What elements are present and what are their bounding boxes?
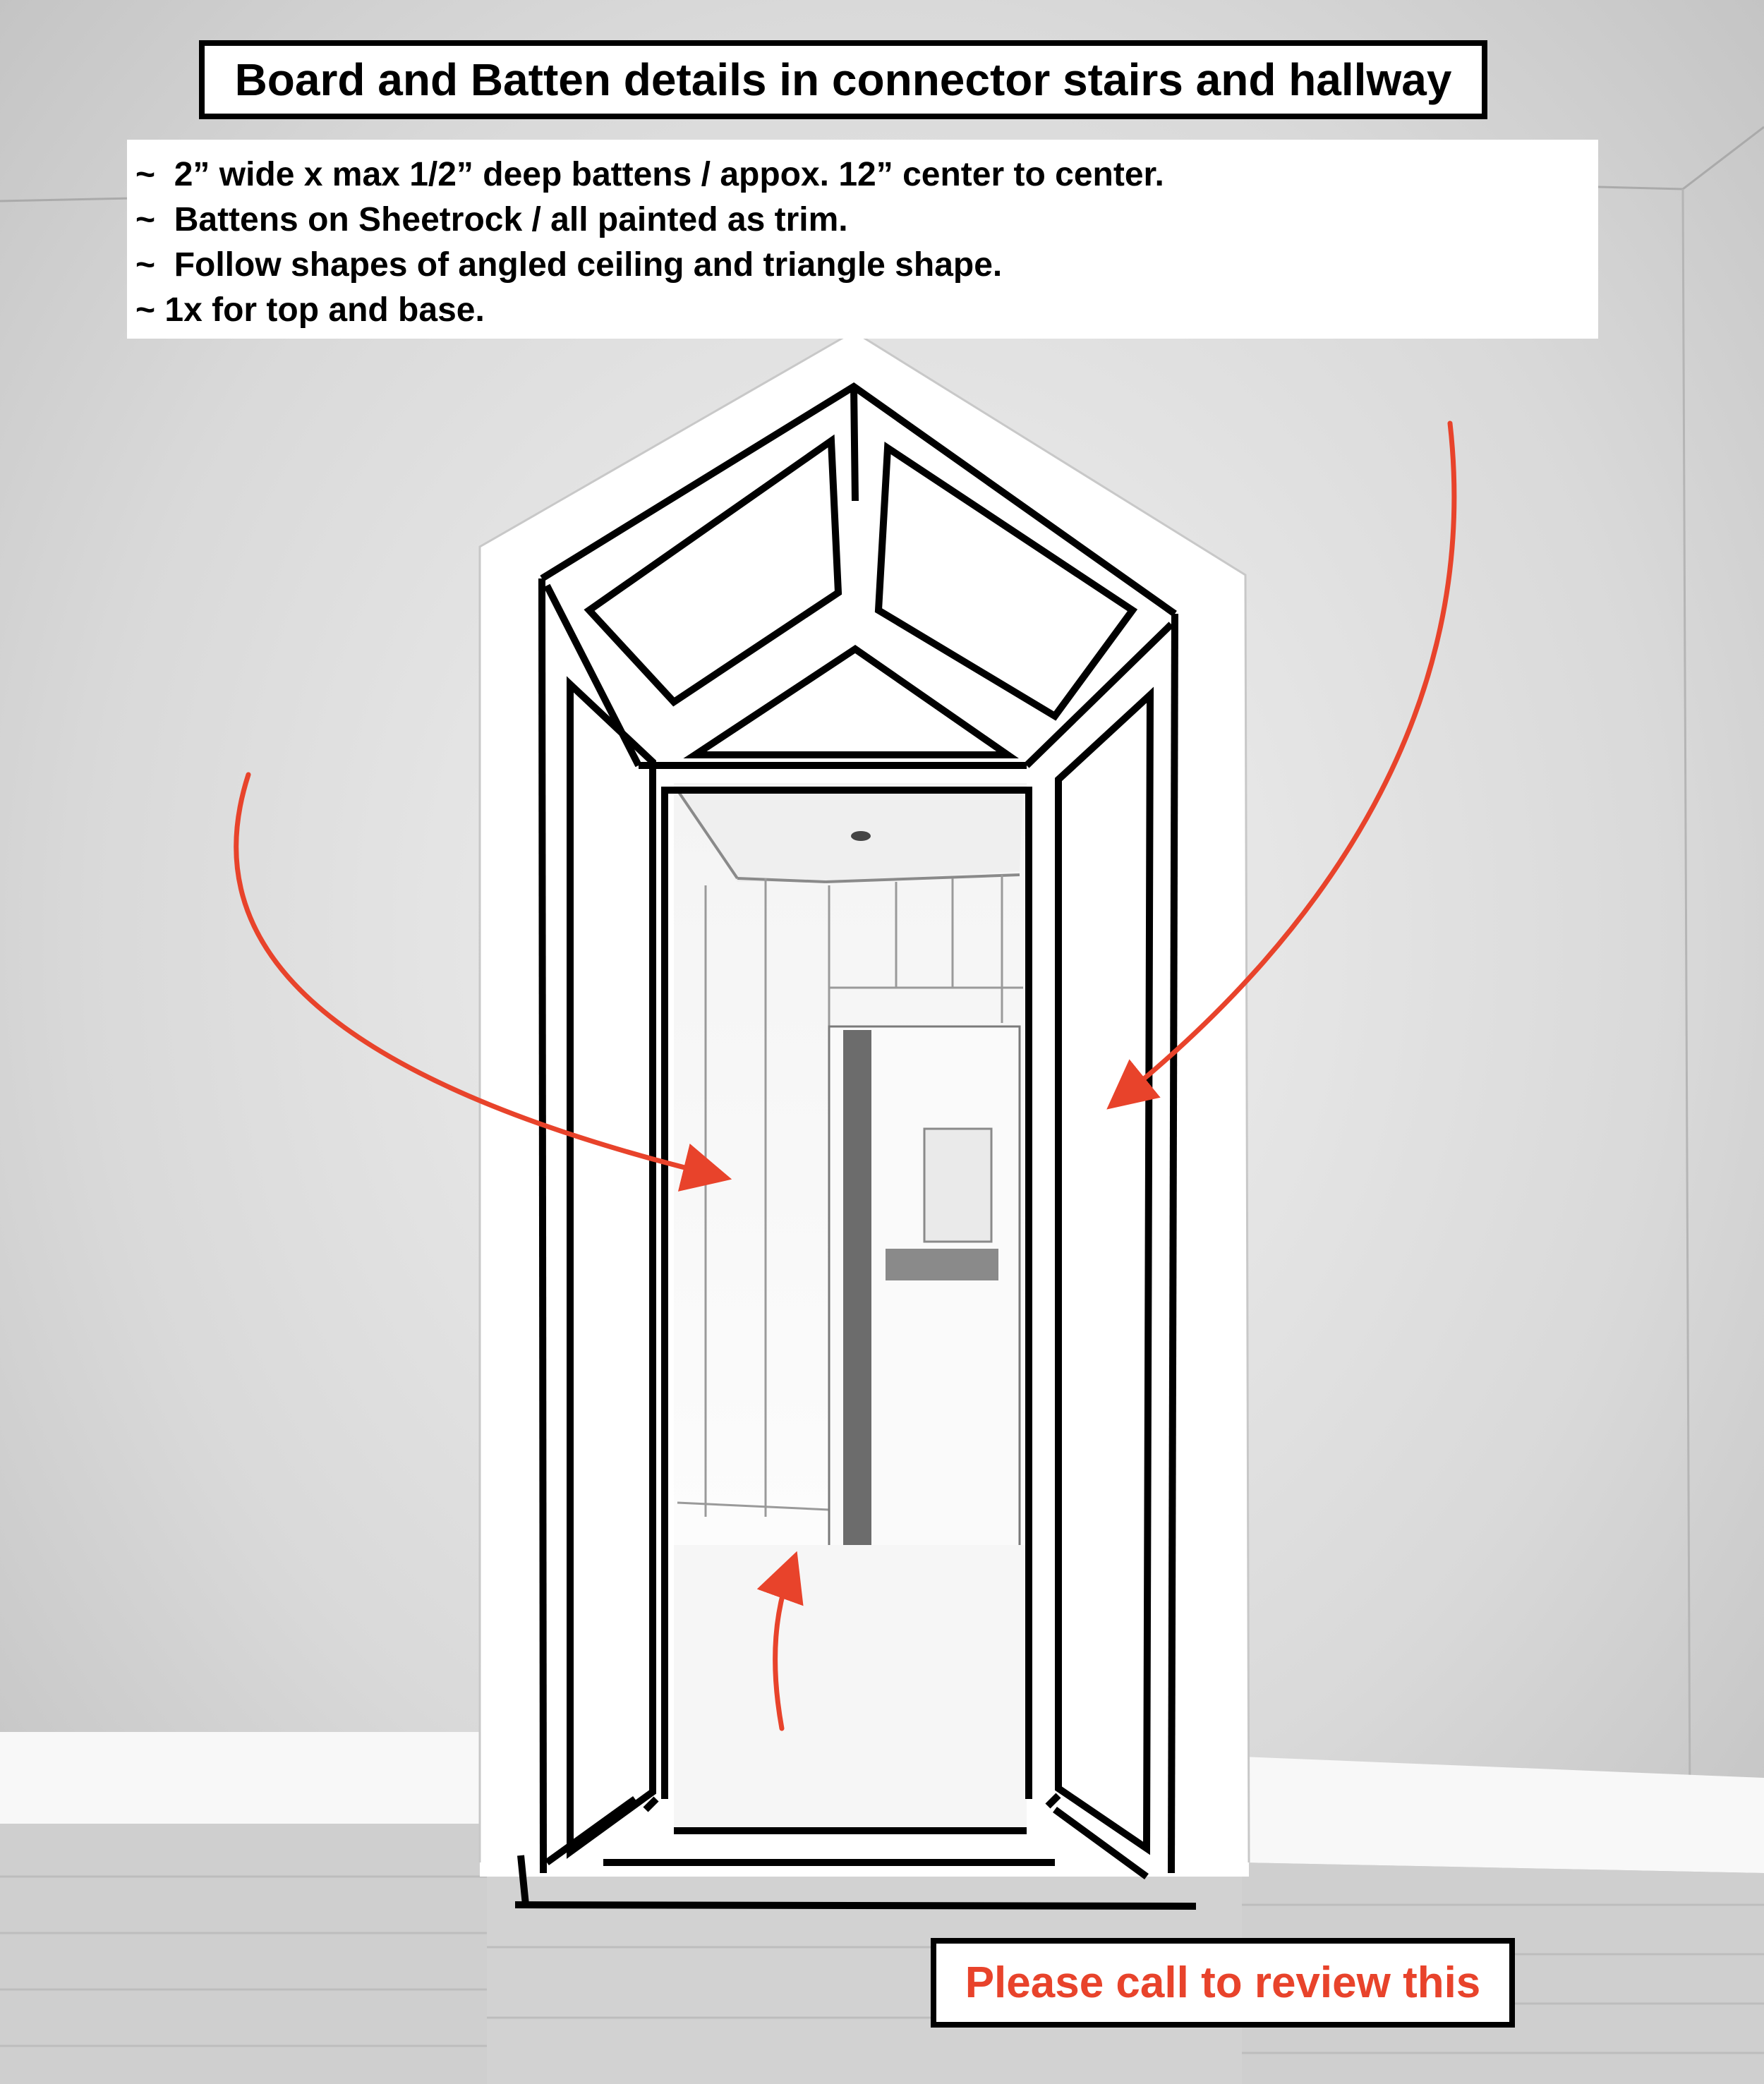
- note-line-shapes: ~ Follow shapes of angled ceiling and triangle shape.: [135, 246, 1003, 284]
- note-line-top-base: ~ 1x for top and base.: [135, 291, 485, 329]
- title-box: [199, 40, 1487, 119]
- callout-box: [931, 1938, 1515, 2028]
- room-box: [886, 1249, 998, 1280]
- note-line-battens: ~ 2” wide x max 1/2” deep battens / appox. 12” center to center.: [135, 156, 1164, 193]
- hall-floor: [674, 1545, 1027, 1831]
- baseboard-left: [0, 1732, 487, 1824]
- notes-box: [127, 140, 1598, 339]
- note-line-sheetrock: ~ Battens on Sheetrock / all painted as trim.: [135, 201, 848, 238]
- callout-label: Please call to review this: [965, 1958, 1481, 2007]
- ceiling-light: [851, 831, 871, 841]
- room-window: [924, 1129, 991, 1242]
- door-jamb-wood: [843, 1030, 871, 1549]
- page-title: Board and Batten details in connector stairs and hallway: [234, 54, 1452, 105]
